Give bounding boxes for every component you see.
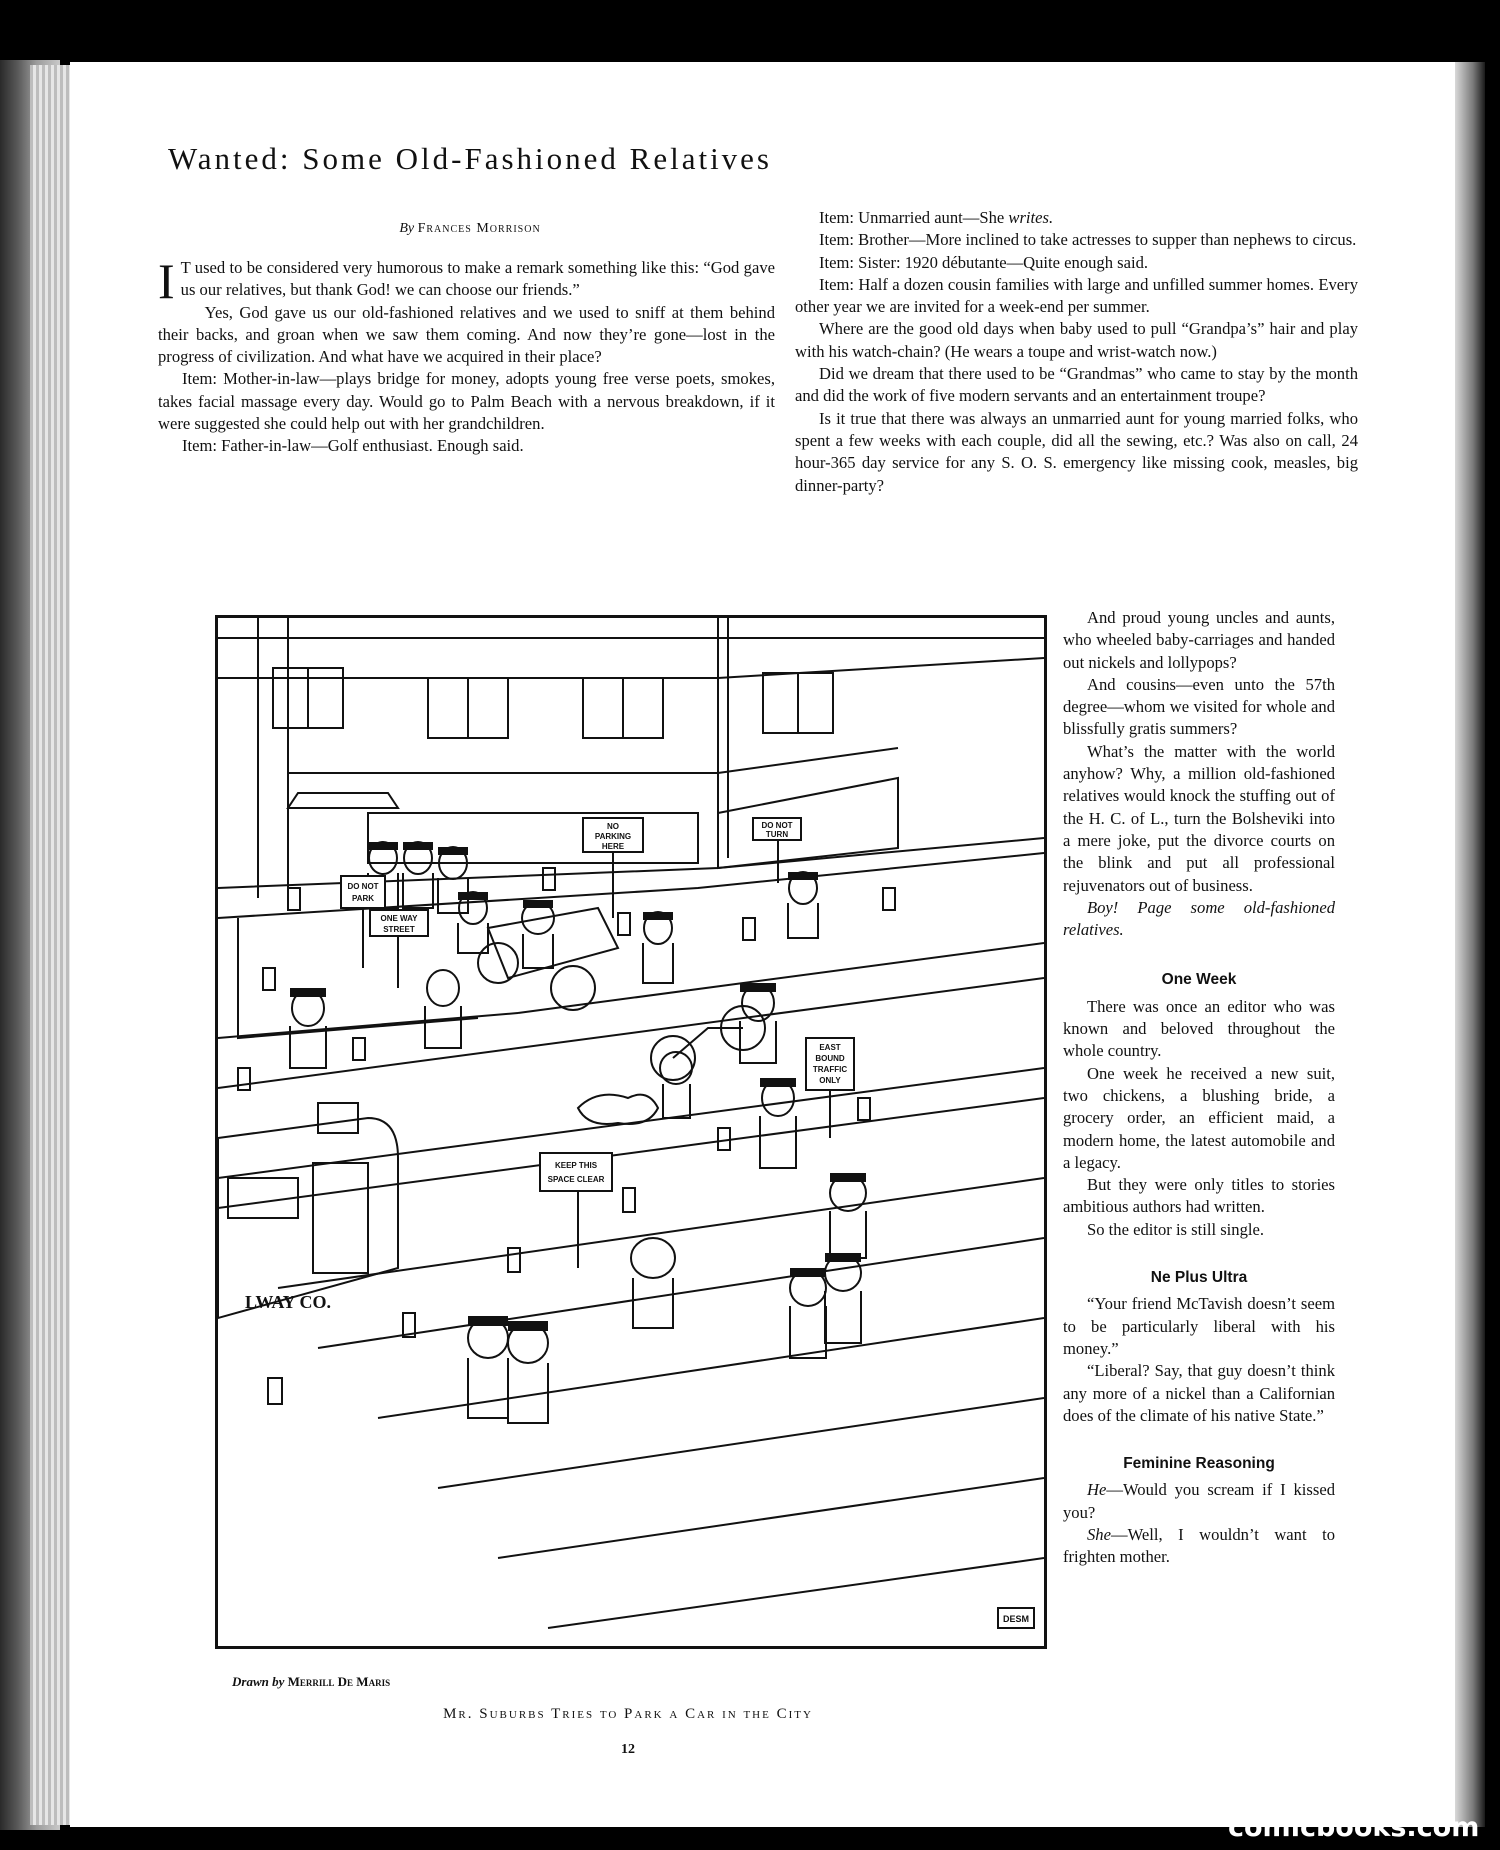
article-paragraph-13: And cousins—even unto the 57th degree—whom we visited for whole and blissfully gratis summers?	[1063, 674, 1335, 739]
article-paragraph-8: Item: Half a dozen cousin families with large and unfilled summer homes. Every other year we are invited for a week-end per summer.	[795, 274, 1358, 317]
article-byline	[150, 221, 790, 237]
feminine-he-line	[1063, 1479, 1335, 1524]
one-week-paragraph-2: One week he received a new suit, two chickens, a blushing bride, a grocery order, an efficient maid, a modern home, the latest automobile and a legacy.	[1063, 1063, 1335, 1172]
article-column-right	[1063, 607, 1335, 1569]
building-cornice	[218, 638, 1044, 678]
keep-clear-sign	[540, 1153, 612, 1191]
car-wheel-front	[478, 943, 518, 983]
one-week-paragraph-3: But they were only titles to stories ambitious authors had written.	[1063, 1175, 1335, 1217]
ne-plus-ultra-heading: Ne Plus Ultra	[1150, 1269, 1248, 1287]
article-paragraph-5-emphasis: writes.	[1008, 208, 1054, 227]
keep-clear-text-1: KEEP THIS	[554, 1161, 598, 1170]
no-parking-text-1: NO	[607, 822, 619, 831]
article-paragraph-11: Is it true that there was always an unmarried aunt for young married folks, who spent a few weeks with each couple, did all the sewing, etc.? Was also on call, 24 hour-365 day service for any S. O. S. emergency like missing cook, measles, big dinner-party?	[795, 408, 1358, 495]
cartoon-illustration	[215, 615, 1047, 1649]
one-week-paragraph-4: So the editor is still single.	[1087, 1219, 1264, 1239]
article-paragraph-3: Item: Mother-in-law—plays bridge for money, adopts young free verse poets, smokes, takes facial massage every day. Would go to Palm Beach with a nervous breakdown, if it were suggested she could help out with her grandchildren.	[158, 369, 775, 434]
feminine-she-line	[1063, 1524, 1335, 1569]
page-number: 12	[621, 1742, 635, 1757]
street-line-2	[218, 978, 1044, 1088]
feminine-she-text: —Well, I wouldn’t want to frighten mother.	[1063, 1524, 1335, 1567]
article-paragraph-9: Where are the good old days when baby used to pull “Grandpa’s” hair and play with his watch-chain? (He wears a toupe and wrist-watch now.)	[795, 319, 1358, 361]
book-gutter-right	[1455, 62, 1485, 1827]
article-column-left	[158, 253, 775, 458]
drop-cap: I	[158, 253, 175, 309]
article-paragraph-6: Item: Brother—More inclined to take actresses to supper than nephews to circus.	[819, 230, 1357, 250]
page-edges-left	[30, 65, 70, 1825]
curb-left	[218, 1013, 518, 1038]
credit-artist: Merrill De Maris	[287, 1674, 391, 1689]
article-paragraph-15: Boy! Page some old-fashioned relatives.	[1063, 897, 1335, 940]
east-bound-text-3: TRAFFIC	[812, 1065, 848, 1074]
curb-lower	[278, 1178, 1044, 1288]
site-watermark: comicbooks.com	[1228, 1812, 1480, 1843]
awning-left	[288, 793, 398, 808]
east-bound-text-4: ONLY	[819, 1076, 841, 1085]
article-paragraph-2: Yes, God gave us our old-fashioned relatives and we used to sniff at them behind their backs, and groan when we saw them coming. And now they’re gone—lost in the progress of civilization. And what have we acquired in their place?	[158, 302, 775, 367]
artist-signature: DESM	[1002, 1614, 1030, 1624]
ne-plus-ultra-paragraph-1: “Your friend McTavish doesn’t seem to be particularly liberal with his money.”	[1063, 1294, 1335, 1358]
street-scene-drawing	[218, 618, 1044, 1646]
building-corner-lines	[258, 618, 728, 898]
feminine-he-text: —Would you scream if I kissed you?	[1063, 1480, 1335, 1522]
article-title: Wanted: Some Old-Fashioned Relatives	[168, 141, 772, 176]
feminine-she-label: She	[1087, 1524, 1111, 1544]
feminine-reasoning-heading: Feminine Reasoning	[1123, 1455, 1275, 1473]
do-not-turn-text-1: DO NOT	[761, 821, 793, 830]
awning-line	[288, 748, 898, 773]
credit-prefix: Drawn by	[232, 1674, 285, 1689]
byline-author: Frances Morrison	[417, 221, 541, 236]
article-paragraph-7: Item: Sister: 1920 débutante—Quite enough said.	[819, 252, 1149, 272]
illustration-caption: Mr. Suburbs Tries to Park a Car in the City	[443, 1706, 813, 1722]
no-parking-text-3: HERE	[601, 842, 625, 851]
article-paragraph-14: What’s the matter with the world anyhow? Why, a million old-fashioned relatives would knock the stuffing out of the H. C. of L., turn the Bolsheviki into a mere joke, put the divorce courts on the blink and put all professional rejuvenators out of business.	[1063, 741, 1335, 895]
one-week-heading: One Week	[1161, 971, 1237, 989]
shop-window-left	[368, 813, 698, 863]
car-wheel-rear	[551, 966, 595, 1010]
do-not-park-text-1: DO NOT	[347, 882, 379, 891]
ne-plus-ultra-paragraph-2: “Liberal? Say, that guy doesn’t think any more of a nickel than a Californian does of the climate of his native State.”	[1063, 1361, 1335, 1425]
article-column-middle	[795, 207, 1358, 497]
lower-sidewalk-lines	[318, 1238, 1044, 1628]
do-not-turn-text-2: TURN	[765, 830, 789, 839]
article-paragraph-10: Did we dream that there used to be “Grandmas” who came to stay by the month and did the work of five modern servants and an entertainment troupe?	[795, 364, 1358, 406]
keep-clear-text-2: SPACE CLEAR	[547, 1175, 605, 1184]
do-not-park-sign	[341, 876, 385, 908]
east-bound-text-1: EAST	[819, 1043, 841, 1052]
trolley-door	[313, 1163, 368, 1273]
feminine-he-label: He	[1087, 1480, 1107, 1500]
do-not-park-text-2: PARK	[351, 894, 375, 903]
no-parking-text-2: PARKING	[594, 832, 632, 841]
track-2	[218, 1098, 1044, 1208]
one-way-text-1: ONE WAY	[380, 914, 418, 923]
article-paragraph-5-lead: Item: Unmarried aunt—She	[819, 208, 1009, 227]
illustration-credit	[232, 1674, 390, 1690]
article-paragraph-1-text: T used to be considered very humorous to make a remark something like this: “God gave us our relatives, but thank God! we can choose our friends.”	[180, 258, 775, 300]
one-week-paragraph-1: There was once an editor who was known and beloved throughout the whole country.	[1063, 996, 1335, 1061]
byline-prefix: By	[399, 221, 415, 236]
article-paragraph-5	[795, 207, 1358, 229]
trolley-lettering: LWAY CO.	[244, 1292, 332, 1312]
article-paragraph-4: Item: Father-in-law—Golf enthusiast. Enough said.	[182, 436, 524, 456]
article-paragraph-12: And proud young uncles and aunts, who wheeled baby-carriages and handed out nickels and lollypops?	[1063, 608, 1335, 672]
one-way-text-2: STREET	[383, 925, 415, 934]
east-bound-text-2: BOUND	[815, 1054, 845, 1063]
exhaust-cloud	[578, 1095, 658, 1124]
article-paragraph-1	[158, 253, 775, 309]
